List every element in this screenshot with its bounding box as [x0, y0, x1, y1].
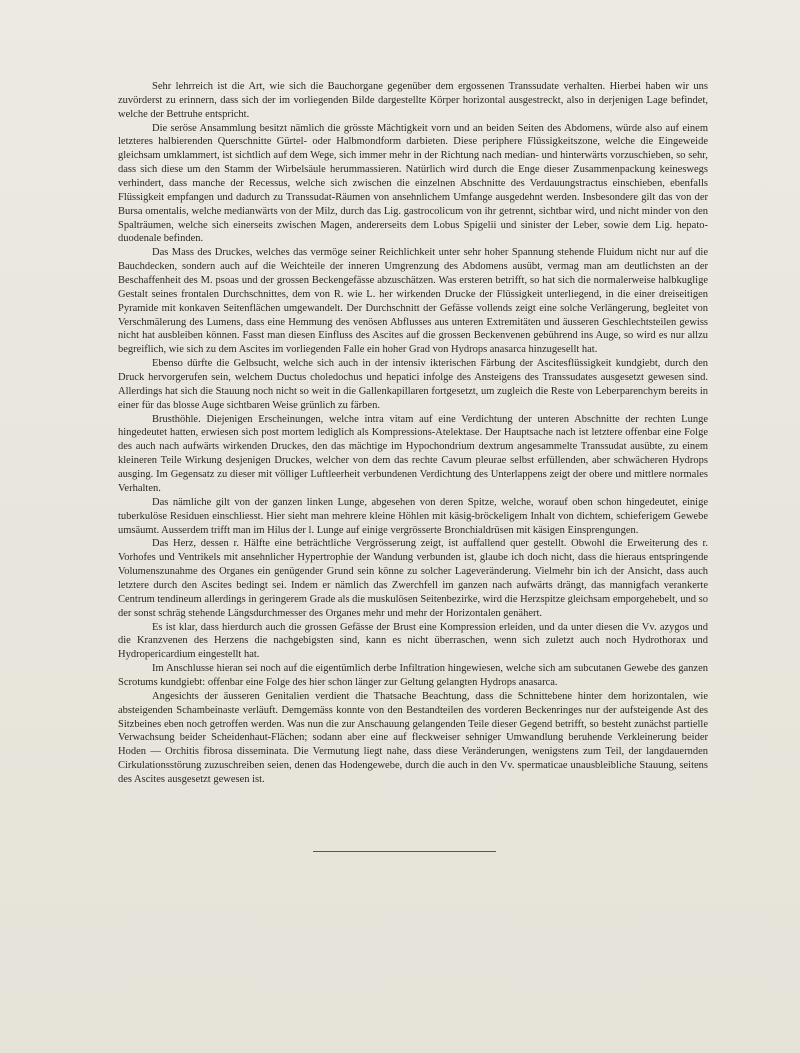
- paragraph-genitalien: Angesichts der äusseren Genitalien verdient die Thatsache Beachtung, dass die Schnittebene hinter dem horizontalen, wie absteigenden Schambeinaste verläuft. Demgemäss konnte von den Bestandteilen des vorderen Beckenringes nur der aufsteigende Ast des Sitzbeines eben noch getroffen werden. Was nun die zur Anschauung gelangenden Teile dieser Gegend betrifft, so besteht zunächst partielle Verwachsung beider Scheidenhaut-Flächen; sodann aber eine auf fleckweiser sehniger Umwandlung beruhende Verkleinerung beider Hoden — Orchitis fibrosa disseminata. Die Vermutung liegt nahe, dass diese Veränderungen, wenigstens zum Teil, der langdauernden Cirkulationsstörung zuzuschreiben seien, denen das Hodengewebe, durch die auch in den Vv. spermaticae unausbleibliche Stauung, seitens des Ascites ausgesetzt gewesen ist.: [118, 690, 708, 785]
- paragraph-linke-lunge: Das nämliche gilt von der ganzen linken Lunge, abgesehen von deren Spitze, welche, worauf oben schon hingedeutet, einige tuberkulöse Residuen einschliesst. Hier sieht man mehrere kleine Höhlen mit käsig-bröckeligem Inhalt von dichtem, schieferigem Gewebe umsäumt. Ausserdem trifft man im Hilus der l. Lunge auf einige vergrösserte Bronchialdrüsen mit käsigen Einsprengungen.: [118, 496, 708, 536]
- paragraph-gelbsucht: Ebenso dürfte die Gelbsucht, welche sich auch in der intensiv ikterischen Färbung der Ascitesflüssigkeit kundgiebt, durch den Druck hervorgerufen sein, welchem Ductus choledochus und hepatici infolge des Ansteigens des Transsudates ausgesetzt gewesen sind. Allerdings hat sich die Stauung noch nicht so weit in die Gallenkapillaren fortgesetzt, um zugleich die Reste von Leberparenchym bereits in einer für das blosse Auge sichtbaren Weise grünlich zu färben.: [118, 358, 708, 411]
- end-divider-line: [313, 851, 496, 852]
- paragraph-seroese-ansammlung: Die seröse Ansammlung besitzt nämlich die grösste Mächtigkeit vorn und an beiden Seiten des Abdomens, würde also auf einem letzteres halbierenden Querschnitte Gürtel- oder Halbmondform darbieten. Diese periphere Flüssigkeitszone, welche die Eingeweide gleichsam umklammert, ist sichtlich auf dem Wege, sich immer mehr in der Richtung nach median- und hinterwärts vorzuschieben, so sehr, dass sich diese um den Stamm der Wirbelsäule herummassieren. Natürlich wird durch die Enge dieser Zusammenpackung keineswegs verhindert, dass manche der Recessus, welche sich zwischen die einzelnen Abschnitte des Verdauungstractus einschieben, ebenfalls Flüssigkeit empfangen und dadurch zu Transsudat-Räumen von ansehnlichem Umfange ausgedehnt werden. Insbesondere gilt das von der Bursa omentalis, welche medianwärts von der Milz, durch das Lig. gastrocolicum von ihr getrennt, sichtbar wird, und nicht minder von den Spalträumen, welche sich einerseits zwischen Magen, andererseits dem Lobus Spigelii und sinister der Leber, sowie dem Lig. hepato-duodenale befinden.: [118, 122, 708, 245]
- paragraph-scrotum: Im Anschlusse hieran sei noch auf die eigentümlich derbe Infiltration hingewiesen, welche sich am subcutanen Gewebe des ganzen Scrotums kundgiebt: offenbar eine Folge des hier schon länger zur Geltung gelangten Hydrops anasarca.: [118, 663, 708, 688]
- paragraph-gefaesse: Es ist klar, dass hierdurch auch die grossen Gefässe der Brust eine Kompression erleiden, und da unter diesen die Vv. azygos und die Kranzvenen des Herzens die nachgebigsten sind, kann es nicht überraschen, wenn sich zuletzt auch noch Hydrothorax und Hydropericardium eingestellt hat.: [118, 621, 708, 661]
- paragraph-mass-des-druckes: Das Mass des Druckes, welches das vermöge seiner Reichlichkeit unter sehr hoher Spannung stehende Fluidum nicht nur auf die Bauchdecken, sondern auch auf die Weichteile der inneren Umgrenzung des Abdomens ausübt, vermag man am deutlichsten an der Beschaffenheit des M. psoas und der grossen Beckengefässe abzuschätzen. Was ersteren betrifft, so hat sich die normalerweise halbkuglige Gestalt seines frontalen Durchschnittes, dem von R. wie L. her wirkenden Drucke der Flüssigkeit unterliegend, in die einer dreiseitigen Pyramide mit konkaven Seitenflächen umgewandelt. Der Durchschnitt der Gefässe vollends zeigt eine solche Verlängerung, begleitet von Verschmälerung des Lumens, dass eine Hemmung des venösen Abflusses aus unteren Extremitäten und äusseren Geschlechtsteilen gewiss nicht hat ausbleiben können. Fasst man diesen Einfluss des Ascites auf die grossen Beckenvenen gebührend ins Auge, so wird es nur allzu begreiflich, wie sich zu dem Ascites im vorliegenden Falle ein hoher Grad von Hydrops anasarca hinzugesellt hat.: [118, 247, 708, 356]
- paragraph-brusthoehle: Brusthöhle. Diejenigen Erscheinungen, welche intra vitam auf eine Verdichtung der unteren Abschnitte der rechten Lunge hingedeutet hatten, erwiesen sich post mortem lediglich als Kompressions-Atelektase. Der Hauptsache nach ist letztere offenbar eine Folge des auch nach aufwärts wirkenden Druckes, den das mächtige im Hypochondrium dextrum angesammelte Transsudat ausübte, zu einem kleineren Teile Wirkung desjenigen Druckes, welcher von dem das rechte Cavum pleurae selbst erfüllenden, aber schwächeren Hydrops ausging. Im Gegensatz zu dieser mit völliger Luftleerheit verbundenen Verdichtung des Unterlappens zeigt der obere und mittlere normales Verhalten.: [118, 413, 708, 494]
- paragraph-bauchorgane: Sehr lehrreich ist die Art, wie sich die Bauchorgane gegenüber dem ergossenen Transsudate verhalten. Hierbei haben wir uns zuvörderst zu erinnern, dass sich der im vorliegenden Bilde dargestellte Körper horizontal ausgestreckt, also in derjenigen Lage befindet, welche der Bettruhe entspricht.: [118, 81, 708, 120]
- paragraph-herz: Das Herz, dessen r. Hälfte eine beträchtliche Vergrösserung zeigt, ist auffallend quer gestellt. Obwohl die Erweiterung des r. Vorhofes und Ventrikels mit ansehnlicher Hypertrophie der Wandung verbunden ist, glaube ich doch nicht, dass die hieraus entspringende Volumenszunahme des Organes ein genügender Grund sein könne zu solcher Lageveränderung. Vielmehr bin ich der Ansicht, dass auch letztere durch den Ascites bedingt sei. Indem er nämlich das Zwerchfell im ganzen nach aufwärts drängt, das mannigfach verankerte Centrum tendineum allerdings in geringerem Grade als die muskulösen Seitenbezirke, wird die Herzspitze gleichsam emporgehebelt, und so der sonst schräg stehende Längsdurchmesser des Organes mehr und mehr der Horizontalen genähert.: [118, 538, 708, 619]
- body-text: [118, 80, 708, 787]
